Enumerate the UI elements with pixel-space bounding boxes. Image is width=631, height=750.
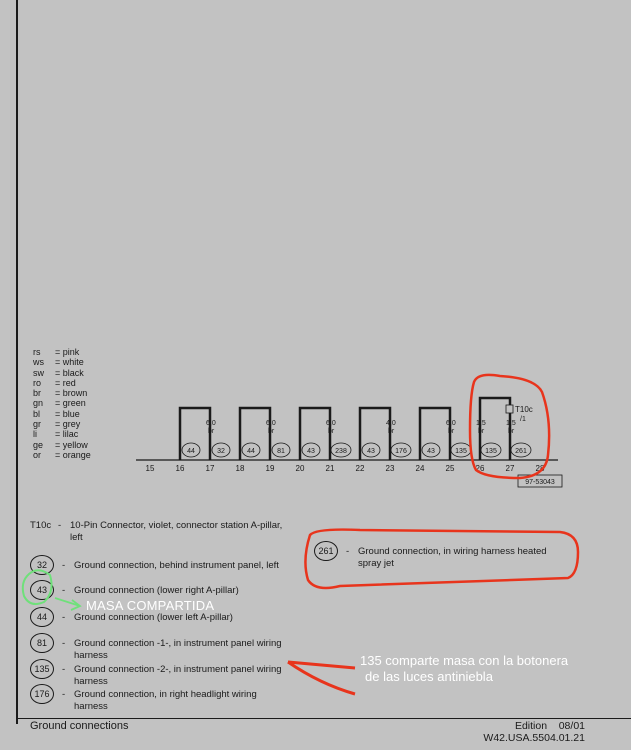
ground-number-circle: 135 [30, 659, 54, 679]
component-dash: - [62, 664, 66, 675]
connector-label: T10c [515, 405, 533, 414]
ground-number-circle: 32 [30, 555, 54, 575]
ground-point-number: 261 [515, 448, 527, 455]
component-description: Ground connection -1-, in instrument panel wiring harness [74, 638, 282, 661]
legend-abbr: li [33, 429, 37, 440]
ground-point-number: 44 [247, 448, 255, 455]
document-code: W42.USA.5504.01.21 [483, 732, 585, 744]
wire-color-label: br [508, 428, 515, 435]
wire-color-label: br [328, 428, 335, 435]
pin-number: 28 [535, 464, 545, 473]
wire-gauge-label: 1,5 [476, 420, 486, 427]
legend-meaning: = pink [55, 347, 80, 357]
component-description: Ground connection (lower left A-pillar) [74, 612, 233, 623]
ground-number-circle: 176 [30, 684, 54, 704]
component-description: Ground connection (lower right A-pillar) [74, 585, 239, 596]
component-dash: - [62, 585, 66, 596]
pin-number: 18 [235, 464, 245, 473]
wire-gauge-label: 6,0 [266, 420, 276, 427]
legend-abbr: or [33, 449, 42, 460]
ground-number-circle: 81 [30, 633, 54, 653]
legend-abbr: rs [33, 347, 41, 357]
legend-abbr: ws [33, 357, 44, 368]
legend-abbr: sw [33, 367, 44, 378]
component-dash: - [62, 689, 66, 700]
annotation-shared-ground: MASA COMPARTIDA [86, 598, 215, 613]
legend-meaning: = red [55, 377, 76, 388]
ground-number-circle: 43 [30, 580, 54, 600]
wire-gauge-label: 6,0 [446, 420, 456, 427]
legend-meaning: = yellow [55, 439, 88, 450]
pin-number: 19 [265, 464, 275, 473]
pin-number: 26 [475, 464, 485, 473]
pin-number: 27 [505, 464, 515, 473]
component-description: Ground connection, in wiring harness heated spray jet [358, 546, 547, 569]
wire-gauge-label: 6,0 [326, 420, 336, 427]
annotation-fog-light-note [360, 653, 568, 685]
component-code: T10c [30, 520, 52, 531]
wire-color-label: br [268, 428, 275, 435]
annotation-line: 135 comparte masa con la botonera [360, 653, 569, 668]
edition-info [483, 720, 585, 744]
component-description: Ground connection, in right headlight wiring harness [74, 689, 257, 712]
reference-code: 97-53043 [525, 479, 555, 486]
ground-point-number: 238 [335, 448, 347, 455]
legend-meaning: = blue [55, 408, 80, 419]
pin-number: 25 [445, 464, 455, 473]
component-description: Ground connection -2-, in instrument panel wiring harness [74, 664, 282, 687]
legend-meaning: = brown [55, 388, 88, 399]
component-description: 10-Pin Connector, violet, connector station A-pillar, left [70, 520, 283, 543]
ground-point-number: 43 [307, 448, 315, 455]
connector-pin-label: /1 [520, 416, 526, 423]
ground-number-circle: 44 [30, 607, 54, 627]
ground-point-number: 43 [427, 448, 435, 455]
legend-meaning: = grey [55, 419, 81, 430]
pin-number: 22 [355, 464, 365, 473]
legend-meaning: = white [55, 357, 84, 368]
wire-color-label: br [208, 428, 215, 435]
ground-point-number: 32 [217, 448, 225, 455]
component-dash: - [346, 546, 350, 557]
ground-point-number: 44 [187, 448, 195, 455]
component-dash: - [58, 520, 62, 531]
legend-abbr: gr [33, 419, 42, 430]
legend-abbr: ro [33, 377, 42, 388]
wire-gauge-label: 4,0 [386, 420, 396, 427]
wire-gauge-label: 1,5 [506, 420, 516, 427]
component-dash: - [62, 560, 66, 571]
component-dash: - [62, 612, 66, 623]
wire-color-label: br [388, 428, 395, 435]
legend-meaning: = black [55, 367, 84, 378]
ground-point-number: 135 [485, 448, 497, 455]
legend-meaning: = orange [55, 449, 91, 460]
legend-abbr: br [33, 388, 42, 399]
red-highlight-connector [470, 375, 549, 478]
component-dash: - [62, 638, 66, 649]
pin-number: 21 [325, 464, 335, 473]
ground-point-number: 176 [395, 448, 407, 455]
page-title: Ground connections [30, 720, 129, 732]
ground-point-number: 43 [367, 448, 375, 455]
wire-color-label: br [478, 428, 485, 435]
green-arrow-shaft [55, 598, 80, 606]
component-description: Ground connection, behind instrument panel, left [74, 560, 279, 571]
pin-number: 20 [295, 464, 305, 473]
ground-number-circle: 261 [314, 541, 338, 561]
pin-number: 17 [205, 464, 215, 473]
red-highlight-item-261 [305, 530, 578, 588]
annotation-line: de las luces antiniebla [365, 669, 493, 684]
edition-date: 08/01 [558, 720, 585, 732]
ground-point-number: 135 [455, 448, 467, 455]
ground-point-number: 81 [277, 448, 285, 455]
green-circle-43 [23, 570, 52, 604]
wire-gauge-label: 6,0 [206, 420, 216, 427]
legend-abbr: ge [33, 439, 44, 450]
legend-abbr: gn [33, 398, 44, 409]
wire-color-label: br [448, 428, 455, 435]
legend-meaning: = green [55, 398, 86, 409]
pin-number: 16 [175, 464, 185, 473]
pin-number: 24 [415, 464, 425, 473]
edition-label: Edition [514, 720, 548, 732]
legend-meaning: = lilac [55, 429, 79, 440]
pin-number: 15 [145, 464, 155, 473]
pin-number: 23 [385, 464, 395, 473]
legend-abbr: bl [33, 408, 41, 419]
